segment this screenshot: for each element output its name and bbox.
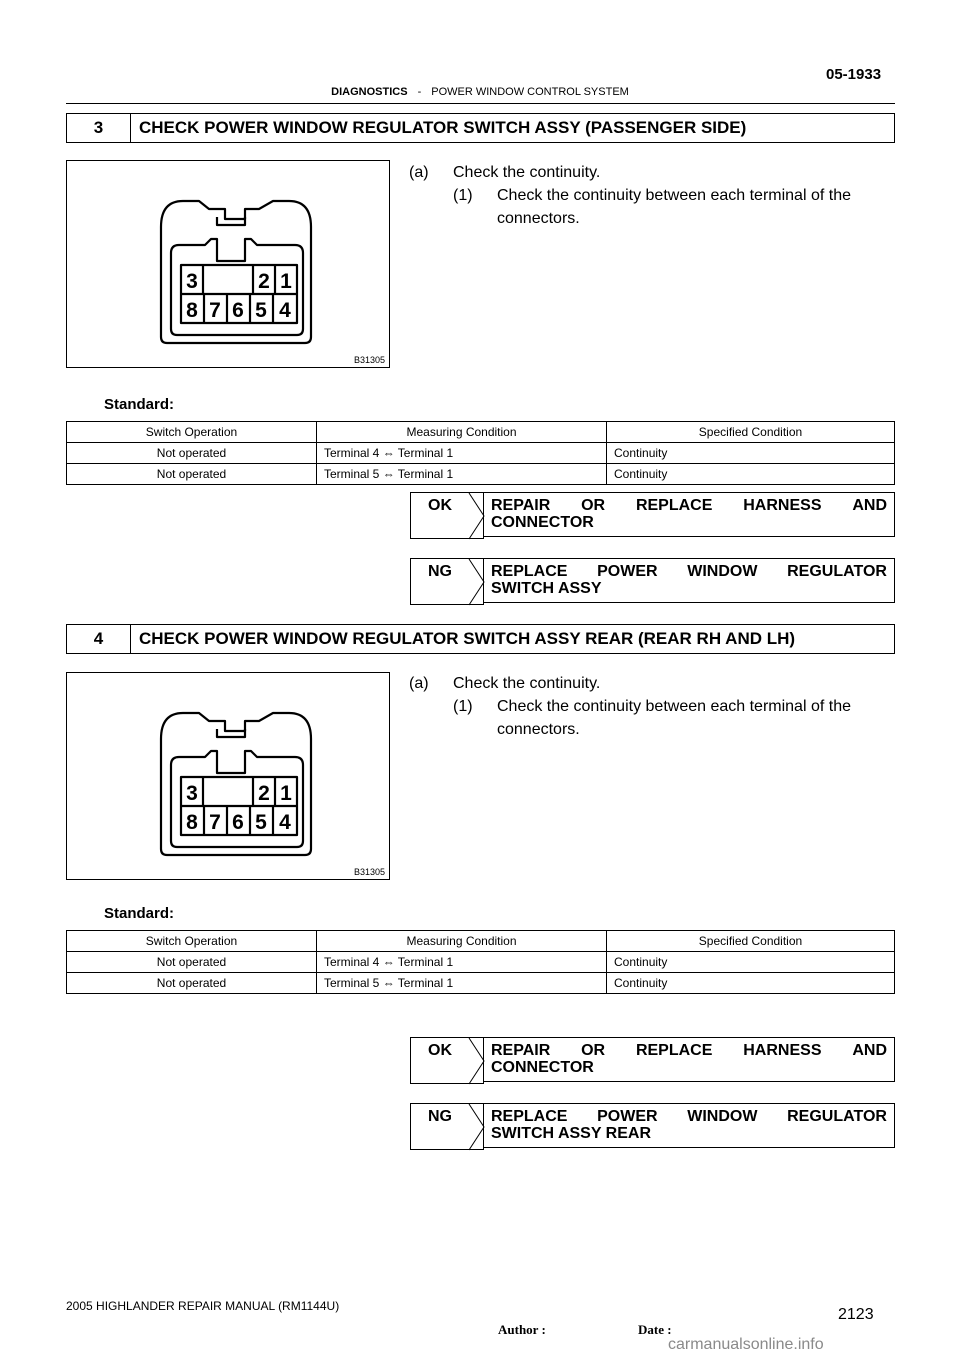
pin-label: 6 xyxy=(232,299,244,322)
watermark: carmanualsonline.info xyxy=(668,1336,824,1353)
table-cell: Not operated xyxy=(67,443,317,464)
result-action xyxy=(484,558,895,603)
pin-label: 2 xyxy=(258,782,270,805)
action-word: HARNESS xyxy=(743,497,822,514)
pin-label: 1 xyxy=(280,782,292,805)
result-indicator xyxy=(410,1103,484,1150)
page-number: 2123 xyxy=(838,1306,874,1323)
column-header: Specified Condition xyxy=(607,422,895,443)
figure-code: B31305 xyxy=(353,867,385,877)
table-cell: Not operated xyxy=(67,464,317,485)
action-line: SWITCH ASSY xyxy=(491,580,602,597)
action-word: REPAIR xyxy=(491,1042,551,1059)
table-cell: Not operated xyxy=(67,973,317,994)
column-header: Measuring Condition xyxy=(317,931,607,952)
table-cell: Not operated xyxy=(67,952,317,973)
action-line: CONNECTOR xyxy=(491,1059,594,1076)
result-indicator xyxy=(410,558,484,605)
result-label: OK xyxy=(428,497,452,514)
standard-label: Standard: xyxy=(104,905,175,922)
pin-label: 1 xyxy=(280,270,292,293)
pin-label: 5 xyxy=(255,811,267,834)
table-cell: Terminal 4 ⇔ Terminal 1 xyxy=(317,443,607,464)
action-word: REPAIR xyxy=(491,497,551,514)
action-line: SWITCH ASSY REAR xyxy=(491,1125,652,1142)
section-name: DIAGNOSTICS xyxy=(331,86,408,98)
pin-label: 7 xyxy=(209,299,221,322)
step-number: 4 xyxy=(67,625,131,653)
result-label: NG xyxy=(428,563,452,580)
result-label: OK xyxy=(428,1042,452,1059)
action-word: REGULATOR xyxy=(787,563,887,580)
manual-title: 2005 HIGHLANDER REPAIR MANUAL (RM1144U) xyxy=(66,1299,340,1313)
pin-label: 3 xyxy=(186,782,198,805)
column-header: Switch Operation xyxy=(67,422,317,443)
table-cell: Continuity xyxy=(607,443,895,464)
action-word: HARNESS xyxy=(743,1042,822,1059)
step-title: CHECK POWER WINDOW REGULATOR SWITCH ASSY REAR (REAR RH AND LH) xyxy=(139,629,796,648)
pin-label: 4 xyxy=(279,299,291,322)
action-word: OR xyxy=(581,497,606,514)
connector-illustration xyxy=(67,673,389,879)
table-row xyxy=(67,464,895,485)
author-label: Author : xyxy=(498,1322,546,1337)
result-action xyxy=(484,492,895,537)
header-rule xyxy=(66,103,895,104)
table-row xyxy=(67,443,895,464)
page-code: 05-1933 xyxy=(826,66,882,83)
result-label: NG xyxy=(428,1108,452,1125)
pin-label: 4 xyxy=(279,811,291,834)
instruction-1 xyxy=(453,184,895,230)
action-line xyxy=(491,497,887,514)
result-ng xyxy=(410,1103,895,1150)
action-line xyxy=(491,1108,887,1125)
step-3-bar xyxy=(66,113,895,143)
instruction-text: Check the continuity. xyxy=(453,164,601,181)
action-line xyxy=(491,563,887,580)
instruction-label: (1) xyxy=(453,698,473,715)
instruction-a xyxy=(409,672,600,695)
connector-figure xyxy=(66,672,390,880)
standard-label: Standard: xyxy=(104,396,175,413)
action-word: POWER xyxy=(597,563,658,580)
instruction-text: Check the continuity between each terminal of the xyxy=(497,187,851,204)
pin-label: 3 xyxy=(186,270,198,293)
spec-table xyxy=(66,421,895,485)
date-label: Date : xyxy=(638,1322,672,1337)
table-header-row xyxy=(67,422,895,443)
action-word: AND xyxy=(852,497,887,514)
action-word: REGULATOR xyxy=(787,1108,887,1125)
action-word: WINDOW xyxy=(687,1108,758,1125)
table-cell: Continuity xyxy=(607,952,895,973)
result-ok xyxy=(410,492,895,539)
pin-label: 8 xyxy=(186,811,198,834)
pin-label: 7 xyxy=(209,811,221,834)
instruction-text-cont: connectors. xyxy=(497,210,580,227)
step-number: 3 xyxy=(67,114,131,142)
result-indicator xyxy=(410,1037,484,1084)
instruction-1 xyxy=(453,695,895,741)
result-ok xyxy=(410,1037,895,1084)
instruction-label: (a) xyxy=(409,164,429,181)
action-word: REPLACE xyxy=(635,497,713,514)
spec-table xyxy=(66,930,895,994)
table-cell: Terminal 4 ⇔ Terminal 1 xyxy=(317,952,607,973)
result-indicator xyxy=(410,492,484,539)
instruction-text-cont: connectors. xyxy=(497,721,580,738)
subsection-name: POWER WINDOW CONTROL SYSTEM xyxy=(431,86,629,98)
result-action xyxy=(484,1103,895,1148)
pin-label: 6 xyxy=(232,811,244,834)
instruction-text: Check the continuity between each terminal of the xyxy=(497,698,851,715)
instruction-label: (a) xyxy=(409,675,429,692)
table-cell: Continuity xyxy=(607,464,895,485)
pin-label: 8 xyxy=(186,299,198,322)
action-word: REPLACE xyxy=(635,1042,713,1059)
result-ng xyxy=(410,558,895,605)
connector-figure xyxy=(66,160,390,368)
connector-illustration xyxy=(67,161,389,367)
action-word: AND xyxy=(852,1042,887,1059)
table-cell: Terminal 5 ⇔ Terminal 1 xyxy=(317,973,607,994)
action-word: POWER xyxy=(597,1108,658,1125)
table-header-row xyxy=(67,931,895,952)
header-separator: - xyxy=(417,86,422,98)
action-word: OR xyxy=(581,1042,606,1059)
table-row xyxy=(67,952,895,973)
instruction-label: (1) xyxy=(453,187,473,204)
pin-label: 5 xyxy=(255,299,267,322)
figure-code: B31305 xyxy=(353,355,385,365)
column-header: Measuring Condition xyxy=(317,422,607,443)
step-title: CHECK POWER WINDOW REGULATOR SWITCH ASSY (PASSENGER SIDE) xyxy=(139,118,747,137)
pin-label: 2 xyxy=(258,270,270,293)
column-header: Switch Operation xyxy=(67,931,317,952)
action-word: REPLACE xyxy=(491,1108,568,1125)
section-header xyxy=(0,86,960,98)
action-line: CONNECTOR xyxy=(491,514,594,531)
instruction-text: Check the continuity. xyxy=(453,675,601,692)
table-row xyxy=(67,973,895,994)
table-cell: Terminal 5 ⇔ Terminal 1 xyxy=(317,464,607,485)
table-cell: Continuity xyxy=(607,973,895,994)
column-header: Specified Condition xyxy=(607,931,895,952)
result-action xyxy=(484,1037,895,1082)
instruction-a xyxy=(409,161,600,184)
action-word: WINDOW xyxy=(687,563,758,580)
action-word: REPLACE xyxy=(491,563,568,580)
action-line xyxy=(491,1042,887,1059)
step-4-bar xyxy=(66,624,895,654)
